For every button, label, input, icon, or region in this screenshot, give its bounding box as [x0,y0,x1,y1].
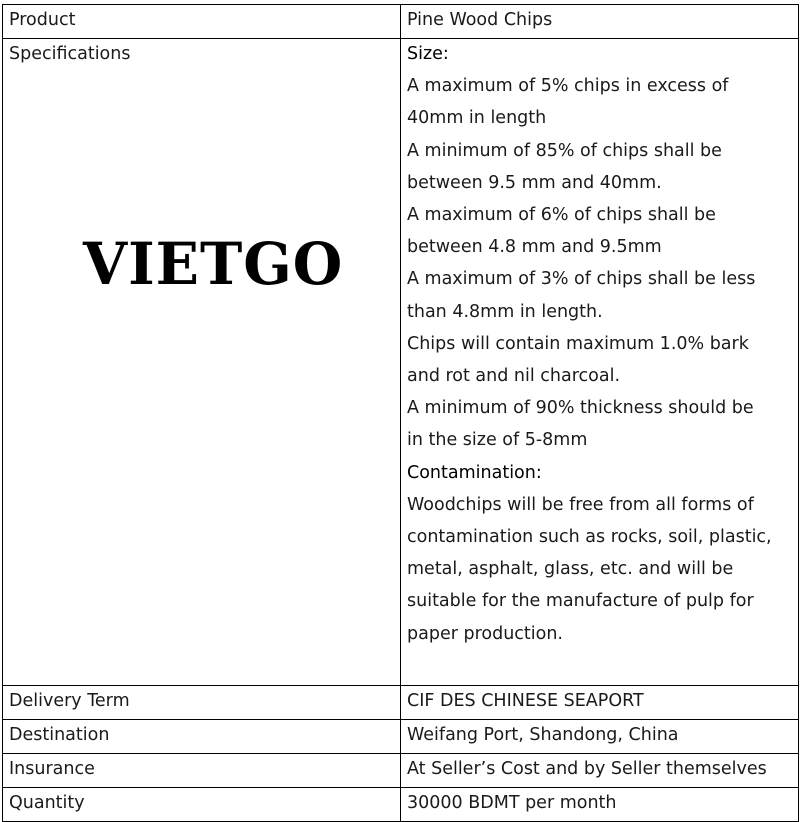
size-line: between 9.5 mm and 40mm. [407,172,662,193]
contamination-line: suitable for the manufacture of pulp for [407,591,754,612]
table-row-quantity [3,788,799,822]
specifications-value-cell [401,39,799,686]
delivery-term-value: CIF DES CHINESE SEAPORT [401,686,799,720]
table-row-specifications [3,39,799,686]
contamination-line: contamination such as rocks, soil, plastic, [407,527,772,548]
size-line: A maximum of 3% of chips shall be less [407,269,756,290]
product-value: Pine Wood Chips [401,5,799,39]
vietgo-watermark-logo: VIETGO [83,230,344,298]
contamination-heading: Contamination: [407,462,542,483]
size-line: A minimum of 90% thickness should be [407,398,754,419]
insurance-value: At Seller’s Cost and by Seller themselves [401,754,799,788]
destination-label: Destination [3,720,401,754]
size-line: A maximum of 5% chips in excess of [407,76,729,97]
table-row-destination [3,720,799,754]
size-line: in the size of 5-8mm [407,430,588,451]
insurance-label: Insurance [3,754,401,788]
size-line: and rot and nil charcoal. [407,366,621,387]
contamination-line: metal, asphalt, glass, etc. and will be [407,559,734,580]
table-row-insurance [3,754,799,788]
size-heading: Size: [407,44,449,64]
table-row-product [3,5,799,39]
size-line: between 4.8 mm and 9.5mm [407,237,662,258]
quantity-label: Quantity [3,788,401,822]
specifications-text [407,39,792,650]
size-line: A maximum of 6% of chips shall be [407,205,716,226]
size-line: A minimum of 85% of chips shall be [407,140,722,161]
size-line: than 4.8mm in length. [407,301,603,322]
contamination-line: paper production. [407,623,563,644]
specifications-label: Specifications [9,44,131,64]
contamination-line: Woodchips will be free from all forms of [407,494,754,515]
product-label: Product [3,5,401,39]
destination-value: Weifang Port, Shandong, China [401,720,799,754]
size-line: 40mm in length [407,108,547,129]
table-row-delivery-term [3,686,799,720]
size-line: Chips will contain maximum 1.0% bark [407,333,749,354]
product-spec-table [2,4,799,822]
delivery-term-label: Delivery Term [3,686,401,720]
specifications-label-cell [3,39,401,686]
quantity-value: 30000 BDMT per month [401,788,799,822]
